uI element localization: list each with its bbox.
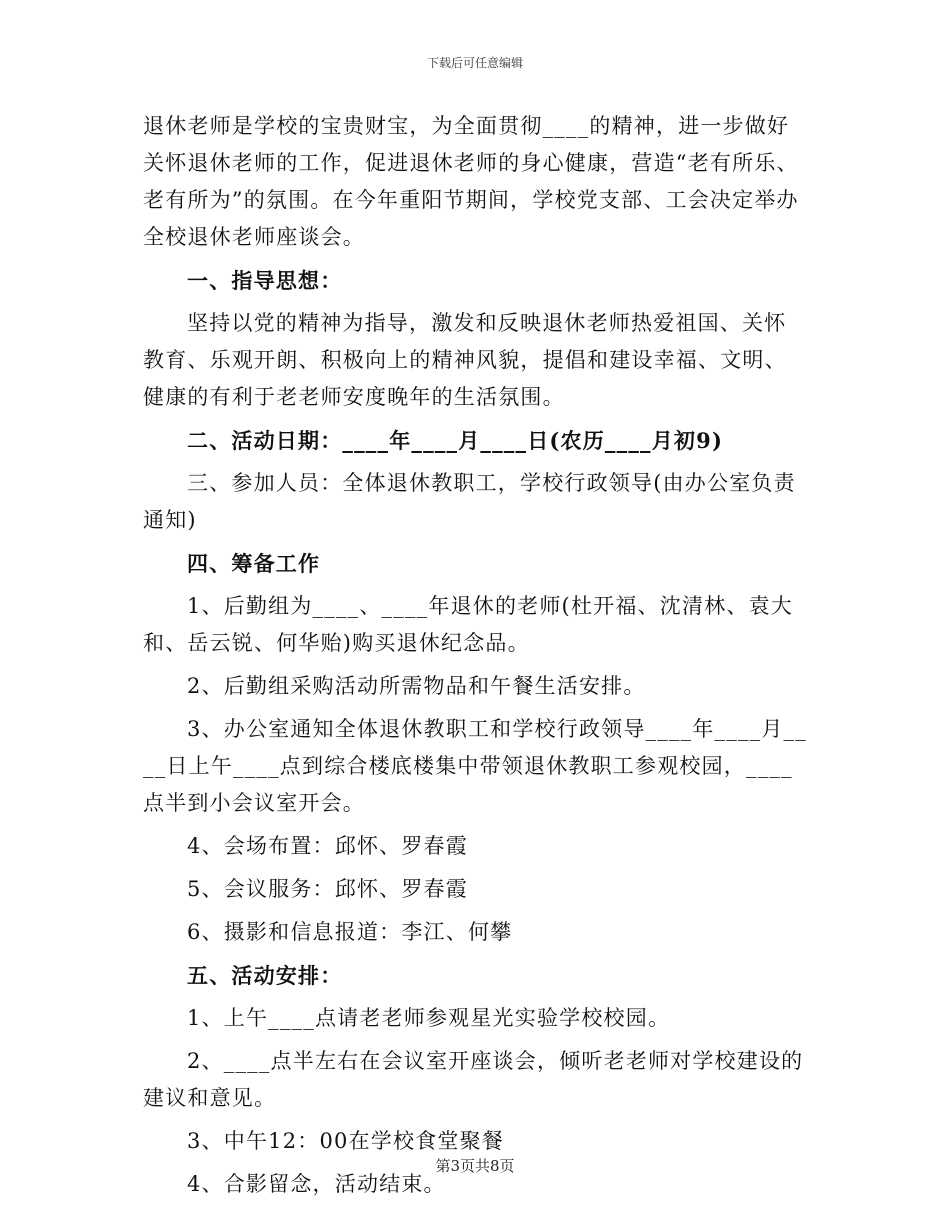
preparation-item-5: 5、会议服务：邱怀、罗春霞 (187, 877, 468, 901)
arrangement-item-3: 3、中午12：00在学校食堂聚餐 (187, 1129, 505, 1153)
preparation-item-3: 3、办公室通知全体退休教职工和学校行政领导____年____月____日上午____点到综合楼底楼集中带领退休教职工参观校园，____点半到小会议室开会。 (143, 717, 807, 815)
header-note: 下载后可任意编辑 (426, 56, 523, 70)
section-heading-preparation: 四、筹备工作 (187, 551, 321, 576)
document-body (143, 108, 808, 1209)
preparation-item-6: 6、摄影和信息报道：李江、何攀 (187, 920, 513, 944)
section-heading-activity-date: 二、活动日期：____年____月____日(农历____月初9) (187, 428, 724, 453)
arrangement-item-2: 2、____点半左右在会议室开座谈会，倾听老老师对学校建设的建议和意见。 (143, 1049, 804, 1110)
participants-paragraph: 三、参加人员：全体退休教职工，学校行政领导(由办公室负责通知) (143, 471, 796, 532)
preparation-item-1: 1、后勤组为____、____年退休的老师(杜开福、沈清林、袁大和、岳云锐、何华贻)购买退休纪念品。 (143, 594, 793, 655)
preparation-item-4: 4、会场布置：邱怀、罗春霞 (187, 834, 468, 858)
intro-paragraph: 退休老师是学校的宝贵财宝，为全面贯彻____的精神，进一步做好关怀退休老师的工作，促进退休老师的身心健康，营造“老有所乐、老有所为”的氛围。在今年重阳节期间，学校党支部、工会决定举办全校退休老师座谈会。 (143, 114, 799, 249)
page-number: 第3页共8页 (435, 1157, 515, 1175)
arrangement-item-1: 1、上午____点请老老师参观星光实验学校校园。 (187, 1006, 671, 1030)
section-heading-arrangement: 五、活动安排： (187, 963, 343, 988)
section-heading-guiding-thought: 一、指导思想： (187, 268, 343, 293)
guiding-thought-paragraph: 坚持以党的精神为指导，激发和反映退休老师热爱祖国、关怀教育、乐观开朗、积极向上的精神风貌，提倡和建设幸福、文明、健康的有利于老老师安度晚年的生活氛围。 (143, 311, 787, 409)
arrangement-item-4: 4、合影留念，活动结束。 (187, 1172, 446, 1196)
preparation-item-2: 2、后勤组采购活动所需物品和午餐生活安排。 (187, 674, 646, 698)
